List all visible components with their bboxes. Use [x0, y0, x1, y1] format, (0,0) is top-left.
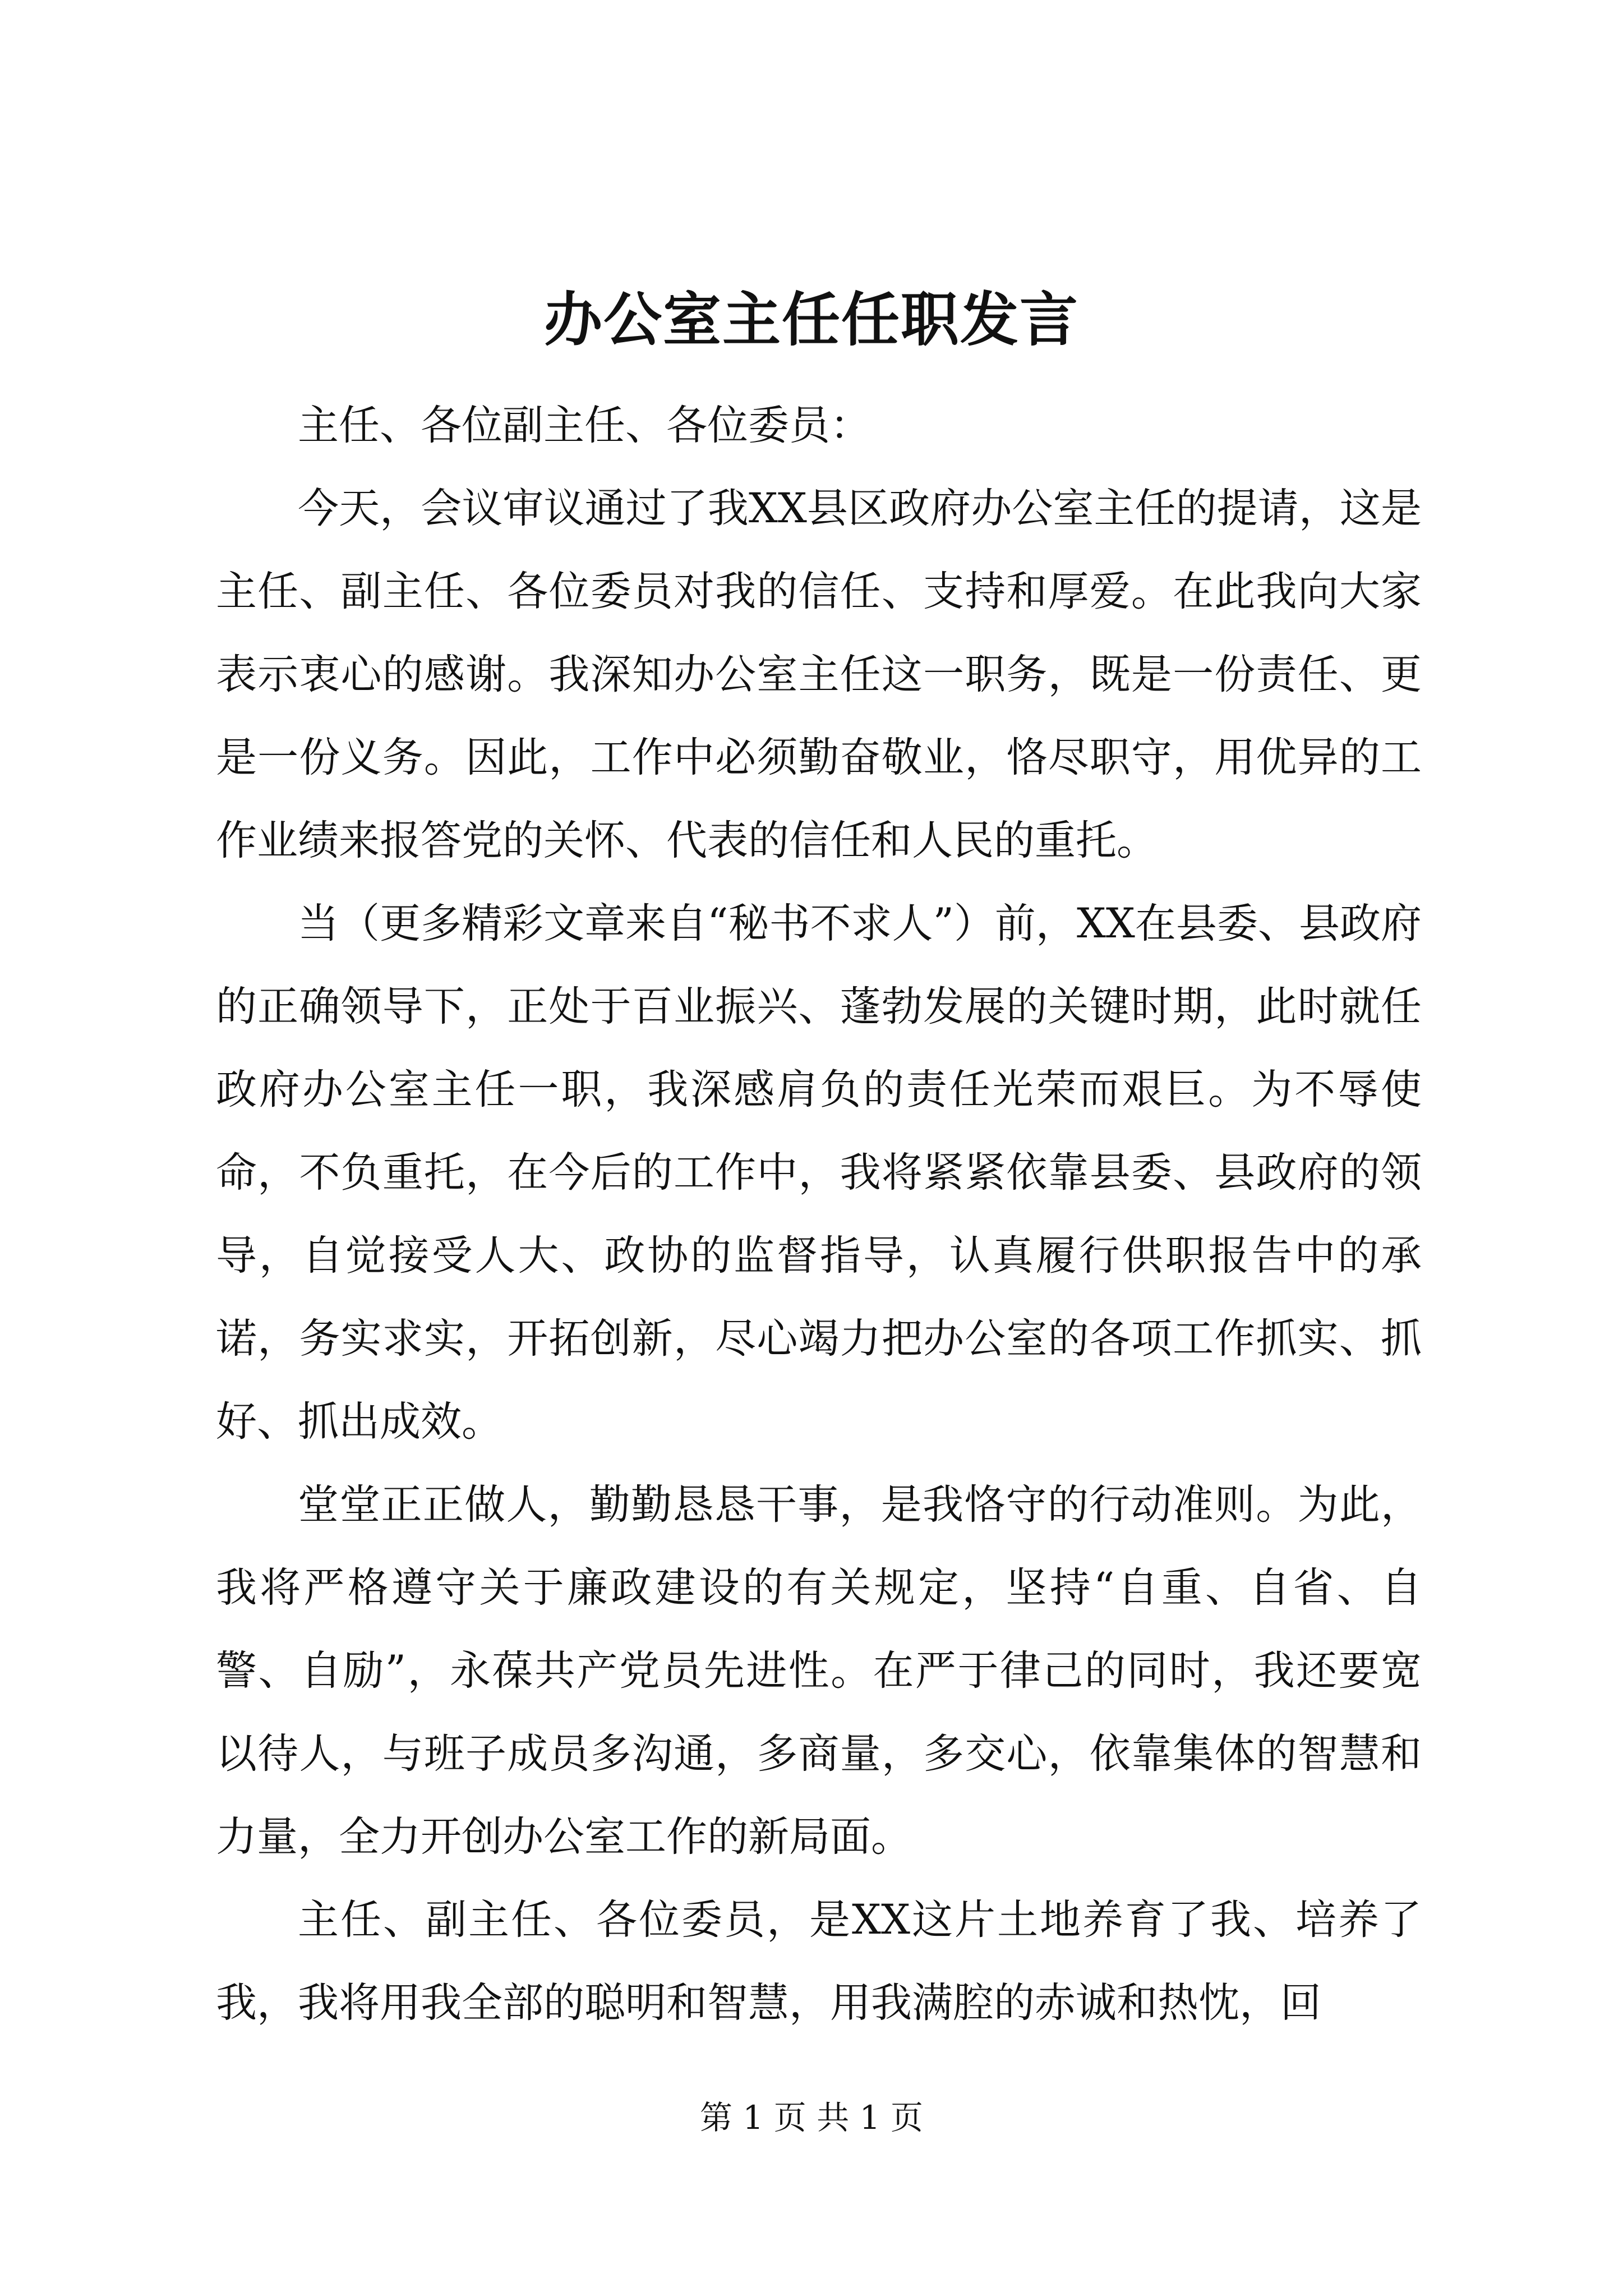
document-body — [216, 384, 1422, 2045]
body-paragraph: 堂堂正正做人，勤勤恳恳干事，是我恪守的行动准则。为此，我将严格遵守关于廉政建设的有关规定，坚持“自重、自省、自警、自励”，永葆共产党员先进性。在严于律己的同时，我还要宽以待人，与班子成员多沟通，多商量，多交心，依靠集体的智慧和力量，全力开创办公室工作的新局面。 — [216, 1481, 1422, 1861]
salutation-paragraph: 主任、各位副主任、各位委员： — [298, 402, 871, 449]
body-paragraph: 当（更多精彩文章来自“秘书不求人”）前，XX在县委、县政府的正确领导下，正处于百业振兴、蓬勃发展的关键时期，此时就任政府办公室主任一职，我深感肩负的责任光荣而艰巨。为不辱使命，不负重托，在今后的工作中，我将紧紧依靠县委、县政府的领导，自觉接受人大、政协的监督指导，认真履行供职报告中的承诺，务实求实，开拓创新，尽心竭力把办公室的各项工作抓实、抓好、抓出成效。 — [216, 900, 1422, 1446]
page-number-footer: 第 1 页 共 1 页 — [700, 2099, 923, 2137]
document-title: 办公室主任任职发言 — [543, 285, 1079, 354]
body-paragraph: 主任、副主任、各位委员，是XX这片土地养育了我、培养了我，我将用我全部的聪明和智慧，用我满腔的赤诚和热忱，回 — [216, 1896, 1422, 2027]
body-paragraph: 今天，会议审议通过了我XX县区政府办公室主任的提请，这是主任、副主任、各位委员对我的信任、支持和厚爱。在此我向大家表示衷心的感谢。我深知办公室主任这一职务，既是一份责任、更是一份义务。因此，工作中必须勤奋敬业，恪尽职守，用优异的工作业绩来报答党的关怀、代表的信任和人民的重托。 — [216, 485, 1422, 864]
